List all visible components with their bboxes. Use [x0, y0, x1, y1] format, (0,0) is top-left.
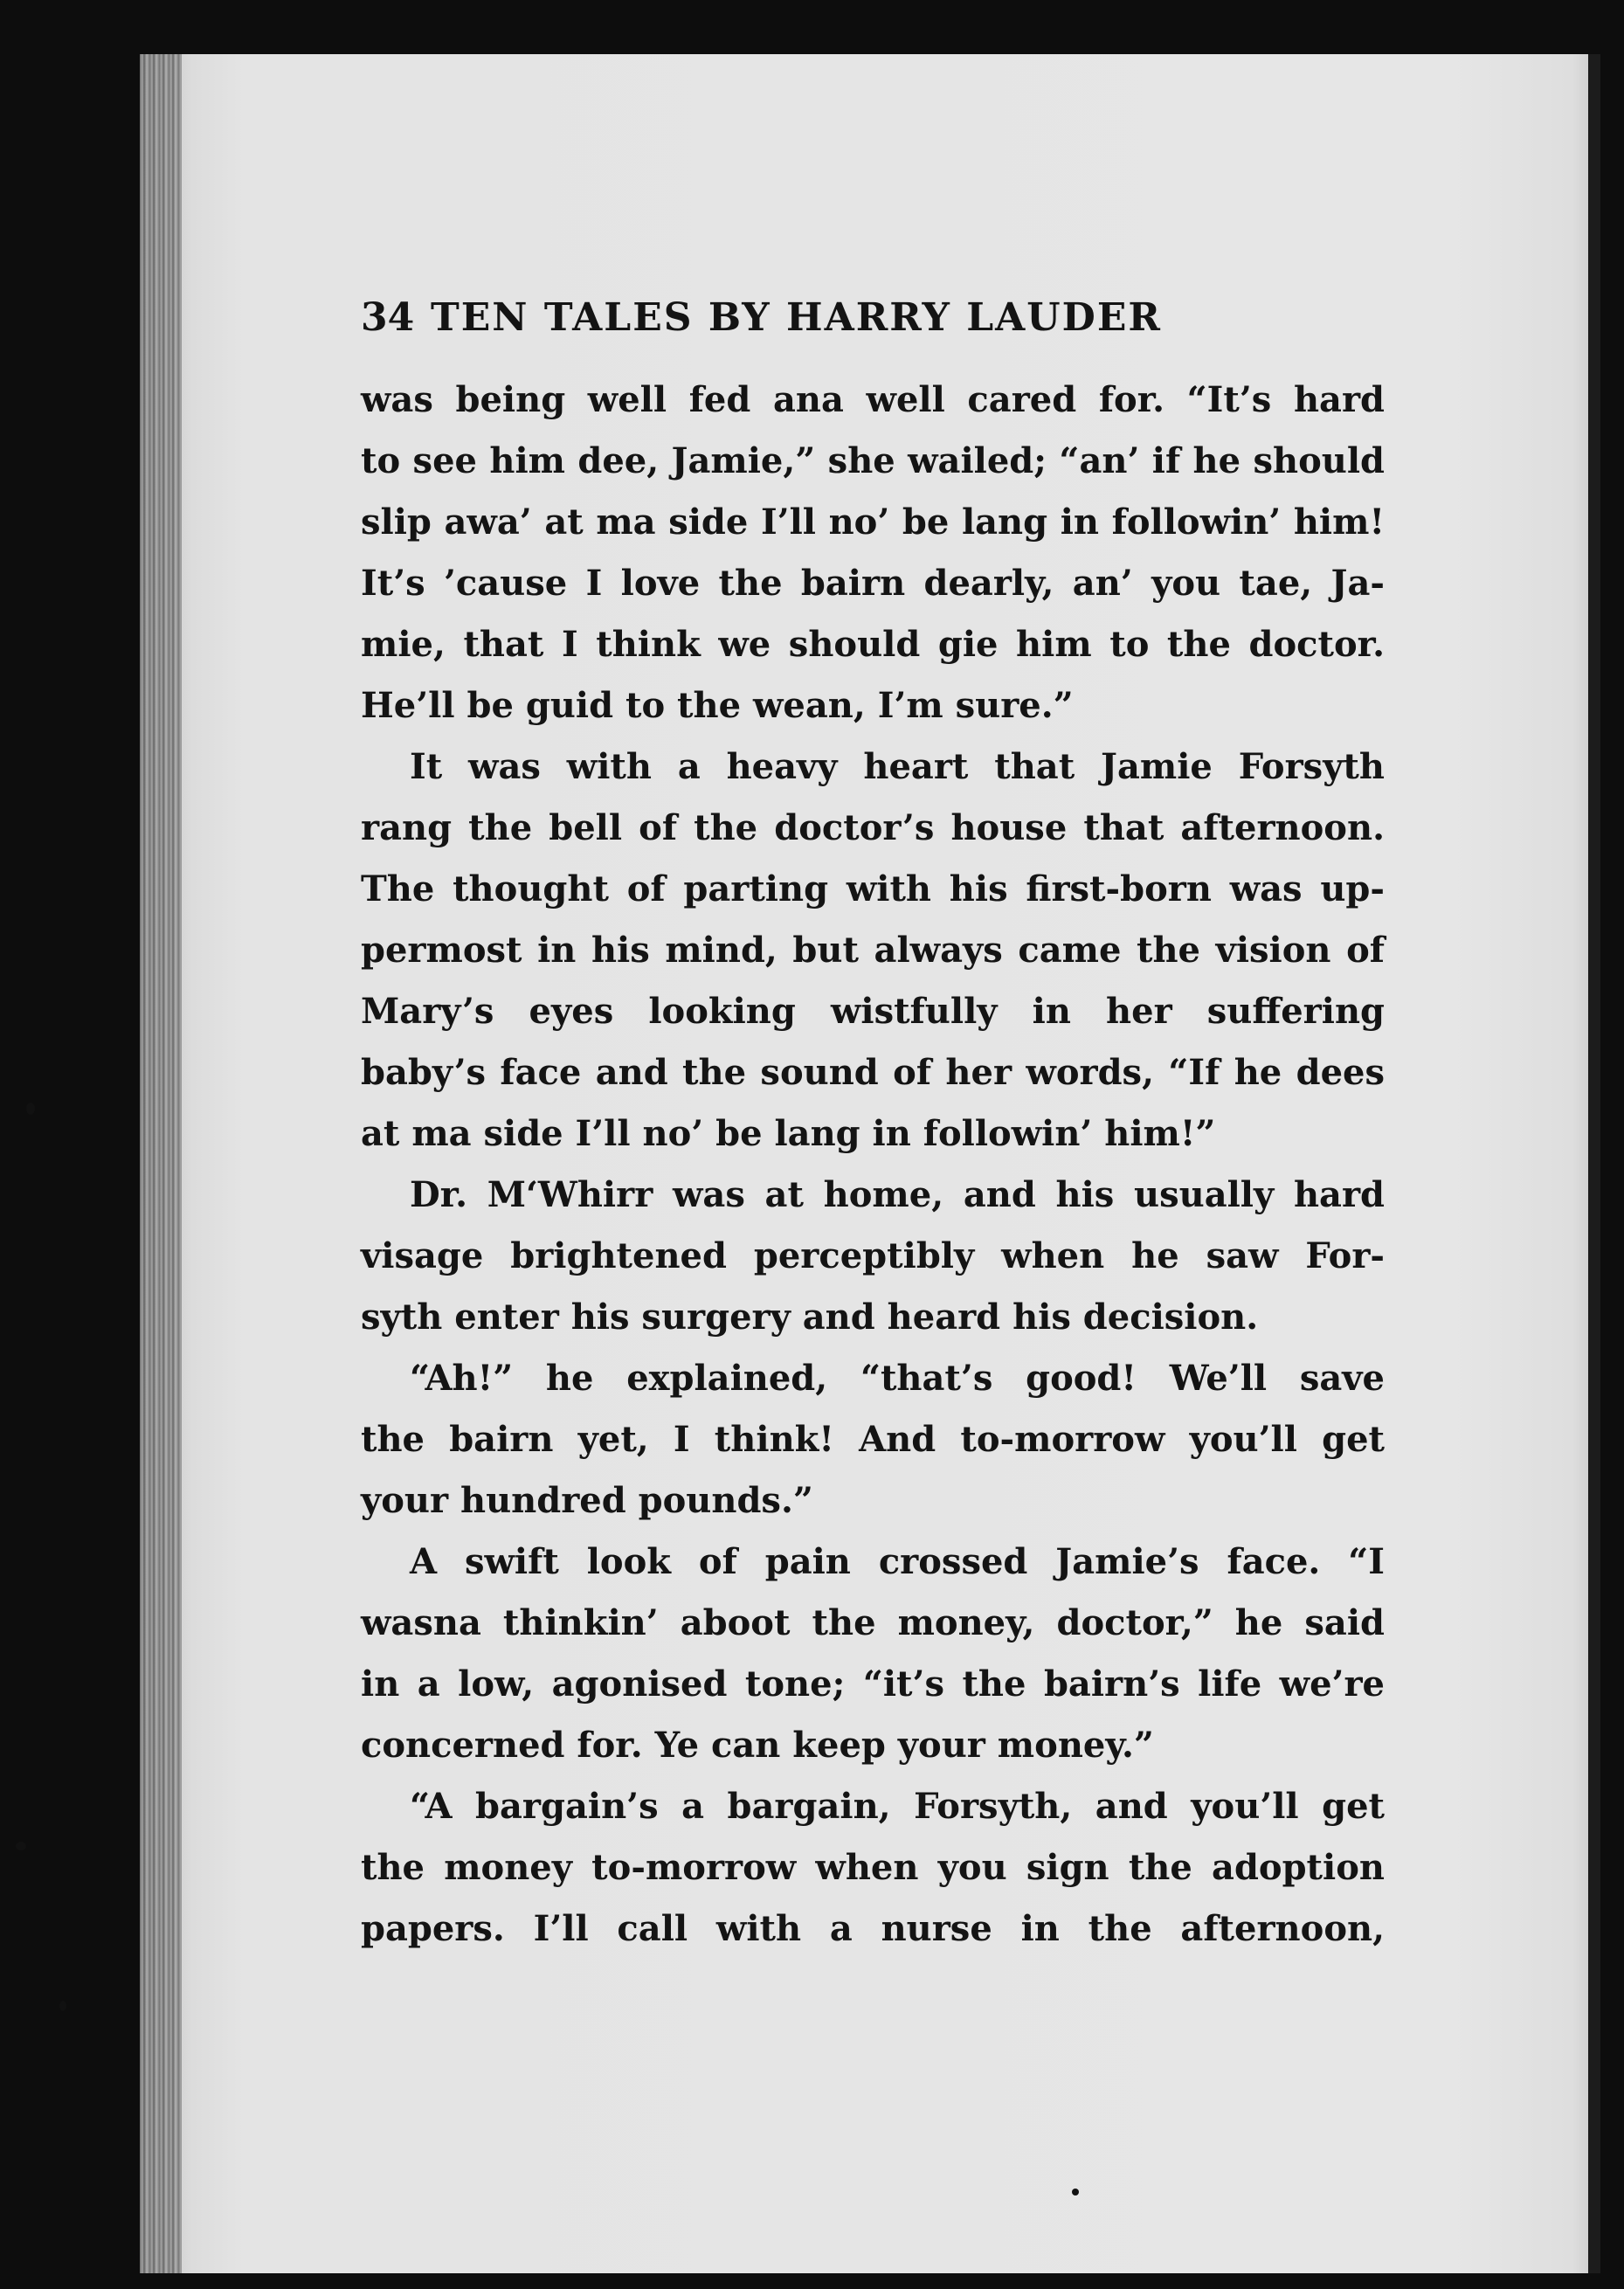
text-line: to see him dee, Jamie,” she wailed; “an’ if he should	[361, 440, 1385, 481]
text-line: the money to-morrow when you sign the adoption	[361, 1847, 1385, 1888]
text-line: papers. I’ll call with a nurse in the afternoon,	[361, 1908, 1385, 1949]
text-line: Dr. M‘Whirr was at home, and his usually hard	[410, 1174, 1385, 1215]
book-spine-shadow	[140, 54, 182, 2273]
text-line: in a low, agonised tone; “it’s the bairn’s life we’re	[361, 1663, 1385, 1705]
text-line: It was with a heavy heart that Jamie Forsyth	[410, 746, 1385, 787]
text-line: A swift look of pain crossed Jamie’s face. “I	[410, 1541, 1385, 1582]
scan-speck	[59, 2001, 66, 2011]
text-line: wasna thinkin’ aboot the money, doctor,” he said	[361, 1602, 1385, 1643]
running-title: TEN TALES BY HARRY LAUDER	[431, 295, 1162, 340]
text-line: the bairn yet, I think! And to-morrow you’ll get	[361, 1419, 1385, 1460]
text-line: visage brightened perceptibly when he saw For-	[361, 1235, 1385, 1276]
page-right-edge	[1588, 54, 1600, 2273]
text-line: “Ah!” he explained, “that’s good! We’ll save	[410, 1358, 1385, 1399]
text-line: permost in his mind, but always came the vision of	[361, 930, 1385, 971]
text-line: slip awa’ at ma side I’ll no’ be lang in followin’ him!	[361, 501, 1385, 543]
text-line: syth enter his surgery and heard his decision.	[361, 1297, 1259, 1338]
text-line: Mary’s eyes looking wistfully in her suffering	[361, 991, 1385, 1032]
text-line: was being well fed ana well cared for. “It’s hard	[361, 379, 1385, 420]
text-line: The thought of parting with his first-born was up-	[361, 868, 1385, 909]
text-line: baby’s face and the sound of her words, “If he dees	[361, 1052, 1385, 1093]
running-header	[361, 295, 1243, 340]
scan-speck	[1072, 2189, 1079, 2196]
text-line: your hundred pounds.”	[361, 1480, 813, 1521]
page-number: 34	[361, 295, 415, 340]
text-line: He’ll be guid to the wean, I’m sure.”	[361, 685, 1074, 726]
text-line: at ma side I’ll no’ be lang in followin’ him!”	[361, 1113, 1216, 1154]
text-line: mie, that I think we should gie him to the doctor.	[361, 624, 1385, 665]
text-line: It’s ’cause I love the bairn dearly, an’ you tae, Ja-	[361, 563, 1385, 604]
text-line: rang the bell of the doctor’s house that afternoon.	[361, 807, 1385, 848]
body-text	[361, 370, 1385, 1960]
text-line: concerned for. Ye can keep your money.”	[361, 1725, 1154, 1766]
text-line: “A bargain’s a bargain, Forsyth, and you’ll get	[410, 1786, 1385, 1827]
scan-speck	[16, 1842, 26, 1850]
scan-speck	[26, 1103, 35, 1115]
